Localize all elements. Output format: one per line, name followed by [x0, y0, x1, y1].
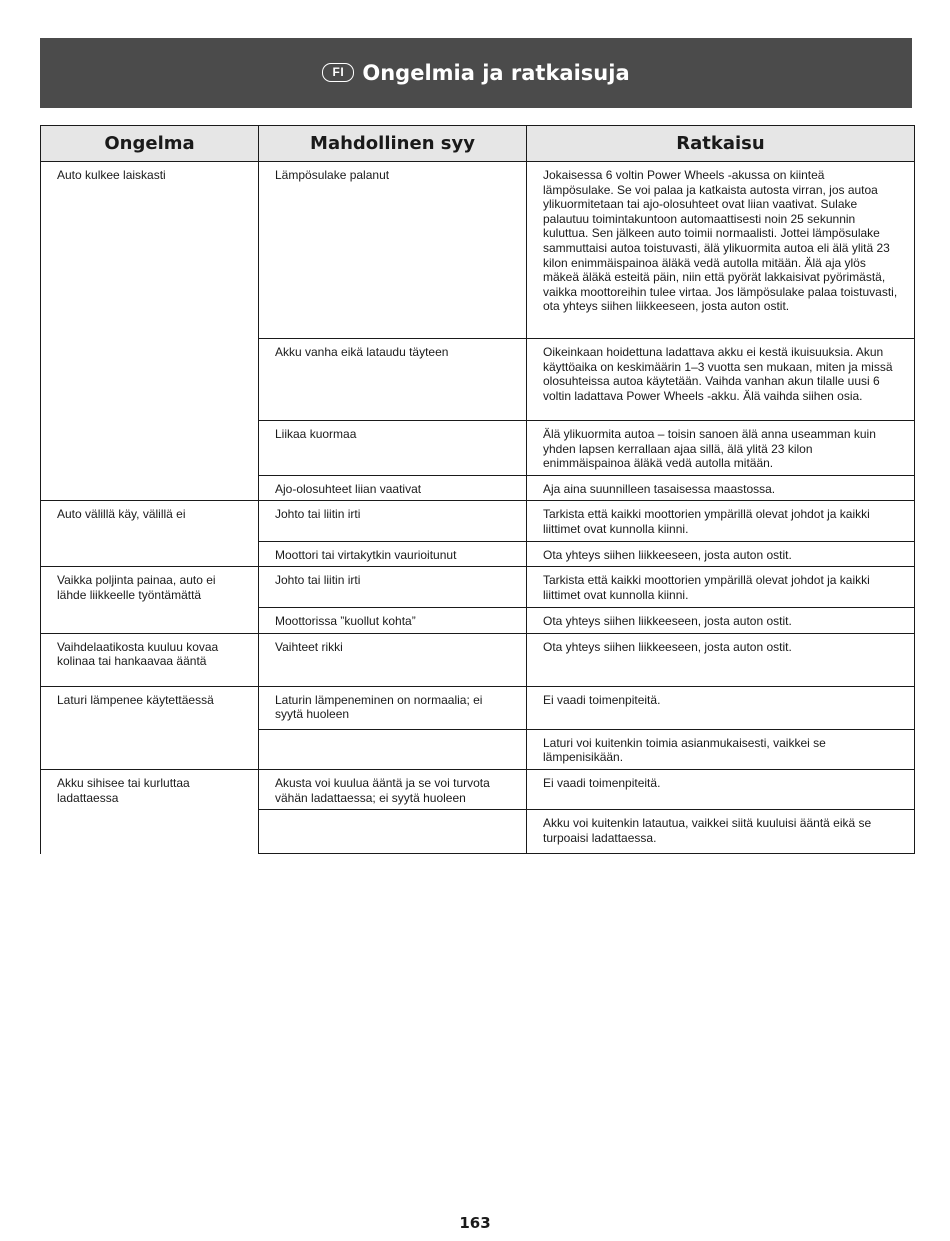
column-header-solution: Ratkaisu [527, 126, 915, 162]
cause-cell: Akusta voi kuulua ääntä ja se voi turvota vähän ladattaessa; ei syytä huoleen [259, 769, 527, 809]
column-header-cause: Mahdollinen syy [259, 126, 527, 162]
solution-cell: Laturi voi kuitenkin toimia asianmukaisesti, vaikkei se lämpenisikään. [527, 729, 915, 769]
table-header-row [41, 126, 915, 162]
solution-cell: Ota yhteys siihen liikkeeseen, josta auton ostit. [527, 608, 915, 634]
table-row [41, 501, 915, 541]
solution-cell: Oikeinkaan hoidettuna ladattava akku ei kestä ikuisuuksia. Akun käyttöaika on keskimäärin 1–3 vuotta sen mukaan, miten ja missä olosuhteissa autoa käytetään. Vaihda vanhan akun tilalle uusi 6 voltin ladattava Power Wheels -akku. Älä vaihda siihen osia. [527, 339, 915, 421]
troubleshooting-table-container [40, 125, 914, 854]
cause-cell: Johto tai liitin irti [259, 567, 527, 608]
cause-cell: Liikaa kuormaa [259, 421, 527, 476]
problem-cell: Auto välillä käy, välillä ei [41, 501, 259, 567]
troubleshooting-table [40, 125, 915, 854]
cause-cell: Moottori tai virtakytkin vaurioitunut [259, 541, 527, 567]
table-row [41, 769, 915, 809]
solution-cell: Älä ylikuormita autoa – toisin sanoen älä anna useamman kuin yhden lapsen kerrallaan ajaa sillä, älä ylitä 23 kilon enimmäispainoa äläkä vedä autolla mitään. [527, 421, 915, 476]
cause-cell [259, 729, 527, 769]
page-title: Ongelmia ja ratkaisuja [362, 61, 630, 85]
solution-cell: Ota yhteys siihen liikkeeseen, josta auton ostit. [527, 633, 915, 686]
table-row [41, 162, 915, 339]
problem-cell: Vaihdelaatikosta kuuluu kovaa kolinaa tai hankaavaa ääntä [41, 633, 259, 686]
solution-cell: Ei vaadi toimenpiteitä. [527, 686, 915, 729]
cause-cell: Akku vanha eikä lataudu täyteen [259, 339, 527, 421]
cause-cell: Laturin lämpeneminen on normaalia; ei syytä huoleen [259, 686, 527, 729]
page-number: 163 [459, 1214, 491, 1232]
cause-cell: Johto tai liitin irti [259, 501, 527, 541]
problem-cell: Vaikka poljinta painaa, auto ei lähde liikkeelle työntämättä [41, 567, 259, 634]
solution-cell: Akku voi kuitenkin latautua, vaikkei siitä kuuluisi ääntä eikä se turpoaisi ladattaessa. [527, 810, 915, 854]
solution-cell: Tarkista että kaikki moottorien ympärillä olevat johdot ja kaikki liittimet ovat kunnolla kiinni. [527, 501, 915, 541]
problem-cell: Laturi lämpenee käytettäessä [41, 686, 259, 769]
table-body [41, 162, 915, 854]
cause-cell [259, 810, 527, 854]
cause-cell: Vaihteet rikki [259, 633, 527, 686]
language-badge: FI [322, 63, 354, 82]
column-header-problem: Ongelma [41, 126, 259, 162]
problem-cell: Akku sihisee tai kurluttaa ladattaessa [41, 769, 259, 853]
table-row [41, 633, 915, 686]
page-header-bar [40, 38, 912, 108]
solution-cell: Ota yhteys siihen liikkeeseen, josta auton ostit. [527, 541, 915, 567]
cause-cell: Ajo-olosuhteet liian vaativat [259, 475, 527, 501]
table-row [41, 686, 915, 729]
solution-cell: Ei vaadi toimenpiteitä. [527, 769, 915, 809]
cause-cell: Lämpösulake palanut [259, 162, 527, 339]
solution-cell: Tarkista että kaikki moottorien ympärillä olevat johdot ja kaikki liittimet ovat kunnolla kiinni. [527, 567, 915, 608]
problem-cell: Auto kulkee laiskasti [41, 162, 259, 501]
cause-cell: Moottorissa ”kuollut kohta” [259, 608, 527, 634]
solution-cell: Aja aina suunnilleen tasaisessa maastossa. [527, 475, 915, 501]
table-row [41, 567, 915, 608]
solution-cell: Jokaisessa 6 voltin Power Wheels -akussa on kiinteä lämpösulake. Se voi palaa ja katkaista autosta virran, jos autoa ylikuormitetaan tai ajo-olosuhteet ovat liian vaativat. Sulake palautuu toimintakuntoon automaattisesti noin 25 sekunnin kuluttua. Sen jälkeen auto toimii normaalisti. Jottei lämpösulake sammuttaisi autoa toistuvasti, älä ylikuormita autoa eli älä ylitä 23 kilon enimmäispainoa äläkä vedä autolla mitään. Älä aja ylös mäkeä äläkä esteitä päin, niin että pyörät lakkaisivat pyörimästä, vaikka moottoreihin tulee virtaa. Jos lämpösulake palaa toistuvasti, ota yhteys siihen liikkeeseen, josta auton ostit. [527, 162, 915, 339]
